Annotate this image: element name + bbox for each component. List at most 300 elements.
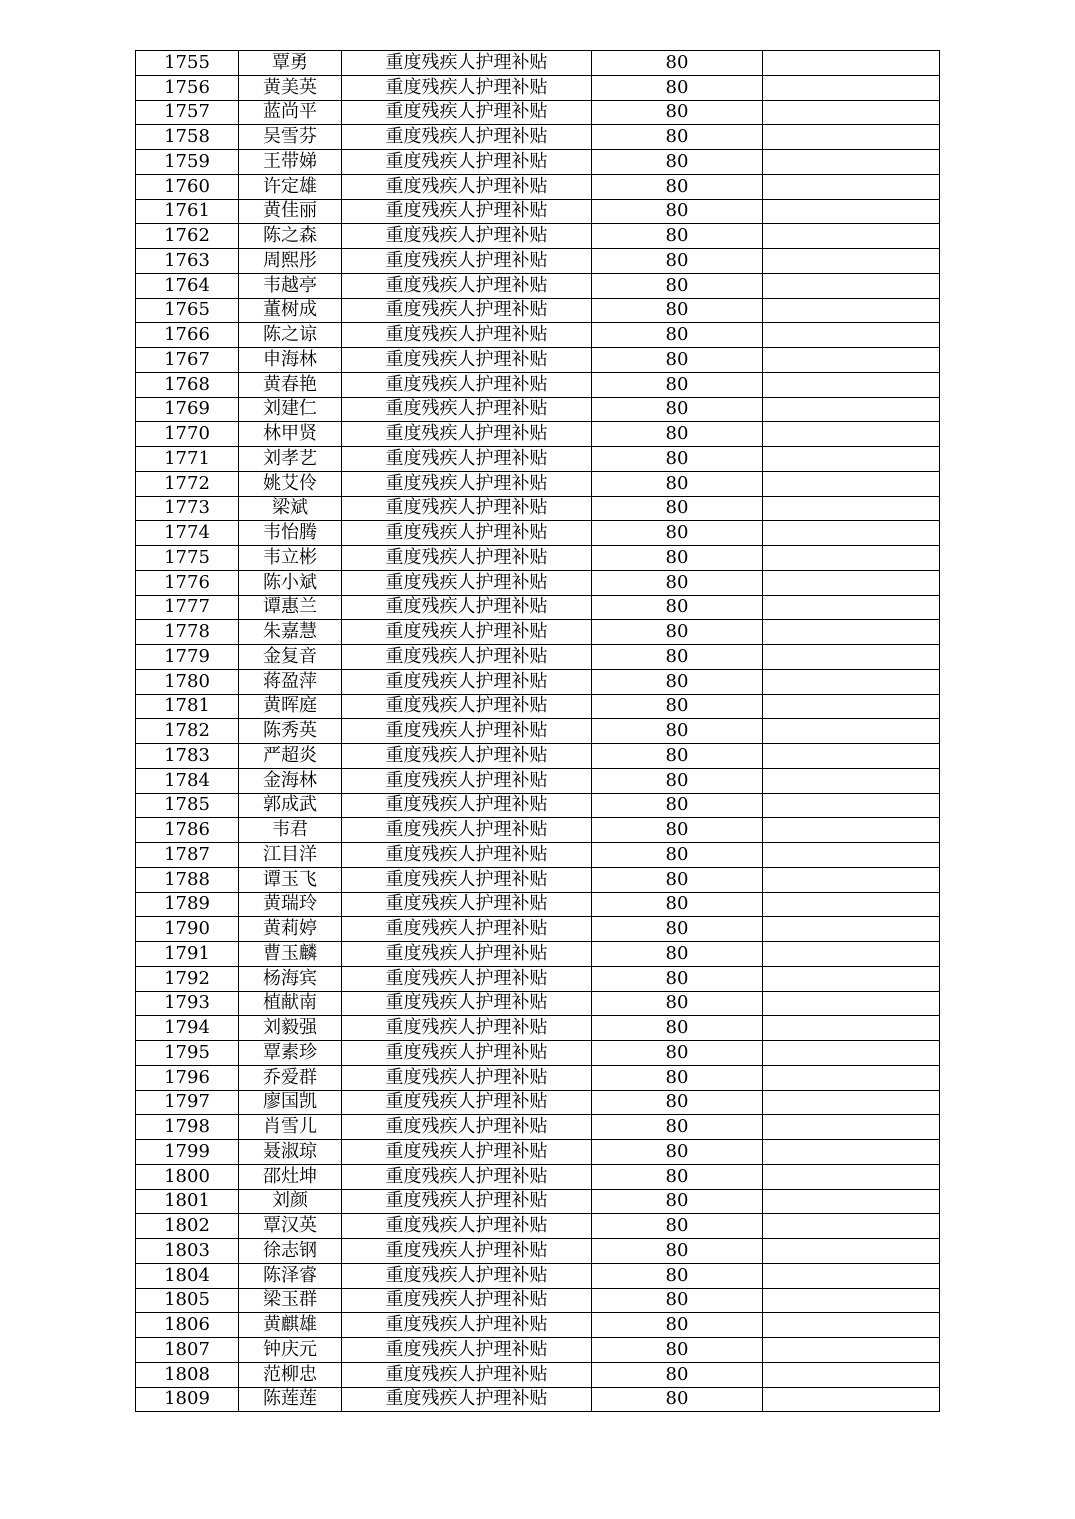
amount-cell: 80	[592, 719, 763, 744]
amount-cell: 80	[592, 348, 763, 373]
serial-number-cell: 1779	[136, 645, 239, 670]
table-row	[136, 224, 940, 249]
subsidy-type-cell: 重度残疾人护理补贴	[342, 447, 592, 472]
amount-cell: 80	[592, 818, 763, 843]
table-row	[136, 1090, 940, 1115]
subsidy-type-cell: 重度残疾人护理补贴	[342, 249, 592, 274]
amount-cell: 80	[592, 224, 763, 249]
table-row	[136, 471, 940, 496]
subsidy-type-cell: 重度残疾人护理补贴	[342, 620, 592, 645]
subsidy-type-cell: 重度残疾人护理补贴	[342, 942, 592, 967]
serial-number-cell: 1782	[136, 719, 239, 744]
serial-number-cell: 1795	[136, 1041, 239, 1066]
serial-number-cell: 1807	[136, 1338, 239, 1363]
amount-cell: 80	[592, 620, 763, 645]
serial-number-cell: 1794	[136, 1016, 239, 1041]
recipient-name-cell: 刘颜	[239, 1189, 342, 1214]
amount-cell: 80	[592, 496, 763, 521]
remark-cell	[763, 892, 940, 917]
table-row	[136, 744, 940, 769]
amount-cell: 80	[592, 1140, 763, 1165]
recipient-name-cell: 谭玉飞	[239, 867, 342, 892]
remark-cell	[763, 744, 940, 769]
recipient-name-cell: 金海林	[239, 768, 342, 793]
subsidy-type-cell: 重度残疾人护理补贴	[342, 645, 592, 670]
subsidy-table	[135, 50, 940, 1412]
serial-number-cell: 1789	[136, 892, 239, 917]
remark-cell	[763, 1214, 940, 1239]
amount-cell: 80	[592, 1387, 763, 1412]
recipient-name-cell: 陈之谅	[239, 323, 342, 348]
subsidy-type-cell: 重度残疾人护理补贴	[342, 546, 592, 571]
table-row	[136, 298, 940, 323]
subsidy-type-cell: 重度残疾人护理补贴	[342, 348, 592, 373]
remark-cell	[763, 1387, 940, 1412]
subsidy-type-cell: 重度残疾人护理补贴	[342, 1313, 592, 1338]
amount-cell: 80	[592, 397, 763, 422]
recipient-name-cell: 黄美英	[239, 75, 342, 100]
serial-number-cell: 1778	[136, 620, 239, 645]
remark-cell	[763, 1362, 940, 1387]
remark-cell	[763, 224, 940, 249]
table-row	[136, 1065, 940, 1090]
remark-cell	[763, 1140, 940, 1165]
amount-cell: 80	[592, 422, 763, 447]
remark-cell	[763, 917, 940, 942]
recipient-name-cell: 黄春艳	[239, 372, 342, 397]
remark-cell	[763, 1115, 940, 1140]
recipient-name-cell: 林甲贤	[239, 422, 342, 447]
remark-cell	[763, 1338, 940, 1363]
recipient-name-cell: 吴雪芬	[239, 125, 342, 150]
recipient-name-cell: 黄佳丽	[239, 199, 342, 224]
remark-cell	[763, 867, 940, 892]
table-row	[136, 51, 940, 76]
serial-number-cell: 1786	[136, 818, 239, 843]
amount-cell: 80	[592, 1313, 763, 1338]
remark-cell	[763, 199, 940, 224]
remark-cell	[763, 1263, 940, 1288]
table-row	[136, 843, 940, 868]
table-row	[136, 125, 940, 150]
serial-number-cell: 1776	[136, 570, 239, 595]
remark-cell	[763, 372, 940, 397]
amount-cell: 80	[592, 174, 763, 199]
recipient-name-cell: 蓝尚平	[239, 100, 342, 125]
amount-cell: 80	[592, 1338, 763, 1363]
subsidy-type-cell: 重度残疾人护理补贴	[342, 1239, 592, 1264]
amount-cell: 80	[592, 1115, 763, 1140]
table-row	[136, 1214, 940, 1239]
subsidy-type-cell: 重度残疾人护理补贴	[342, 174, 592, 199]
recipient-name-cell: 姚艾伶	[239, 471, 342, 496]
serial-number-cell: 1793	[136, 991, 239, 1016]
amount-cell: 80	[592, 1164, 763, 1189]
serial-number-cell: 1787	[136, 843, 239, 868]
recipient-name-cell: 陈莲莲	[239, 1387, 342, 1412]
serial-number-cell: 1803	[136, 1239, 239, 1264]
recipient-name-cell: 朱嘉慧	[239, 620, 342, 645]
amount-cell: 80	[592, 793, 763, 818]
table-row	[136, 645, 940, 670]
serial-number-cell: 1802	[136, 1214, 239, 1239]
serial-number-cell: 1809	[136, 1387, 239, 1412]
table-row	[136, 892, 940, 917]
serial-number-cell: 1800	[136, 1164, 239, 1189]
serial-number-cell: 1781	[136, 694, 239, 719]
table-row	[136, 422, 940, 447]
subsidy-type-cell: 重度残疾人护理补贴	[342, 521, 592, 546]
subsidy-type-cell: 重度残疾人护理补贴	[342, 595, 592, 620]
serial-number-cell: 1775	[136, 546, 239, 571]
subsidy-type-cell: 重度残疾人护理补贴	[342, 570, 592, 595]
recipient-name-cell: 徐志钢	[239, 1239, 342, 1264]
serial-number-cell: 1756	[136, 75, 239, 100]
subsidy-type-cell: 重度残疾人护理补贴	[342, 744, 592, 769]
serial-number-cell: 1783	[136, 744, 239, 769]
remark-cell	[763, 645, 940, 670]
remark-cell	[763, 942, 940, 967]
recipient-name-cell: 许定雄	[239, 174, 342, 199]
serial-number-cell: 1770	[136, 422, 239, 447]
amount-cell: 80	[592, 1189, 763, 1214]
remark-cell	[763, 1288, 940, 1313]
recipient-name-cell: 郭成武	[239, 793, 342, 818]
amount-cell: 80	[592, 1065, 763, 1090]
remark-cell	[763, 1065, 940, 1090]
remark-cell	[763, 75, 940, 100]
remark-cell	[763, 1016, 940, 1041]
recipient-name-cell: 肖雪儿	[239, 1115, 342, 1140]
recipient-name-cell: 王带娣	[239, 150, 342, 175]
remark-cell	[763, 1313, 940, 1338]
table-row	[136, 818, 940, 843]
serial-number-cell: 1804	[136, 1263, 239, 1288]
table-row	[136, 1041, 940, 1066]
recipient-name-cell: 谭惠兰	[239, 595, 342, 620]
serial-number-cell: 1785	[136, 793, 239, 818]
table-row	[136, 1140, 940, 1165]
amount-cell: 80	[592, 892, 763, 917]
serial-number-cell: 1805	[136, 1288, 239, 1313]
table-row	[136, 768, 940, 793]
serial-number-cell: 1788	[136, 867, 239, 892]
subsidy-type-cell: 重度残疾人护理补贴	[342, 323, 592, 348]
subsidy-type-cell: 重度残疾人护理补贴	[342, 422, 592, 447]
serial-number-cell: 1768	[136, 372, 239, 397]
recipient-name-cell: 黄麒雄	[239, 1313, 342, 1338]
amount-cell: 80	[592, 51, 763, 76]
serial-number-cell: 1772	[136, 471, 239, 496]
table-row	[136, 793, 940, 818]
serial-number-cell: 1763	[136, 249, 239, 274]
table-row	[136, 942, 940, 967]
subsidy-type-cell: 重度残疾人护理补贴	[342, 1016, 592, 1041]
amount-cell: 80	[592, 991, 763, 1016]
amount-cell: 80	[592, 843, 763, 868]
recipient-name-cell: 韦立彬	[239, 546, 342, 571]
recipient-name-cell: 植献南	[239, 991, 342, 1016]
amount-cell: 80	[592, 942, 763, 967]
table-row	[136, 570, 940, 595]
subsidy-table-body	[136, 51, 940, 1412]
amount-cell: 80	[592, 150, 763, 175]
amount-cell: 80	[592, 546, 763, 571]
amount-cell: 80	[592, 1214, 763, 1239]
recipient-name-cell: 廖国凯	[239, 1090, 342, 1115]
subsidy-type-cell: 重度残疾人护理补贴	[342, 199, 592, 224]
table-row	[136, 694, 940, 719]
serial-number-cell: 1762	[136, 224, 239, 249]
remark-cell	[763, 818, 940, 843]
table-row	[136, 496, 940, 521]
remark-cell	[763, 174, 940, 199]
remark-cell	[763, 546, 940, 571]
table-row	[136, 1016, 940, 1041]
table-row	[136, 991, 940, 1016]
serial-number-cell: 1798	[136, 1115, 239, 1140]
recipient-name-cell: 杨海宾	[239, 966, 342, 991]
recipient-name-cell: 梁玉群	[239, 1288, 342, 1313]
table-row	[136, 348, 940, 373]
table-row	[136, 397, 940, 422]
subsidy-type-cell: 重度残疾人护理补贴	[342, 669, 592, 694]
amount-cell: 80	[592, 917, 763, 942]
recipient-name-cell: 申海林	[239, 348, 342, 373]
recipient-name-cell: 陈之森	[239, 224, 342, 249]
subsidy-type-cell: 重度残疾人护理补贴	[342, 273, 592, 298]
remark-cell	[763, 273, 940, 298]
remark-cell	[763, 843, 940, 868]
table-row	[136, 150, 940, 175]
remark-cell	[763, 397, 940, 422]
subsidy-type-cell: 重度残疾人护理补贴	[342, 917, 592, 942]
subsidy-type-cell: 重度残疾人护理补贴	[342, 719, 592, 744]
subsidy-type-cell: 重度残疾人护理补贴	[342, 1189, 592, 1214]
table-row	[136, 867, 940, 892]
serial-number-cell: 1755	[136, 51, 239, 76]
serial-number-cell: 1790	[136, 917, 239, 942]
recipient-name-cell: 韦君	[239, 818, 342, 843]
subsidy-type-cell: 重度残疾人护理补贴	[342, 1164, 592, 1189]
recipient-name-cell: 韦越亭	[239, 273, 342, 298]
remark-cell	[763, 249, 940, 274]
subsidy-type-cell: 重度残疾人护理补贴	[342, 892, 592, 917]
table-row	[136, 1263, 940, 1288]
amount-cell: 80	[592, 867, 763, 892]
serial-number-cell: 1792	[136, 966, 239, 991]
serial-number-cell: 1771	[136, 447, 239, 472]
amount-cell: 80	[592, 1263, 763, 1288]
serial-number-cell: 1777	[136, 595, 239, 620]
table-row	[136, 1288, 940, 1313]
recipient-name-cell: 覃汉英	[239, 1214, 342, 1239]
subsidy-type-cell: 重度残疾人护理补贴	[342, 1214, 592, 1239]
table-row	[136, 1239, 940, 1264]
subsidy-type-cell: 重度残疾人护理补贴	[342, 966, 592, 991]
serial-number-cell: 1799	[136, 1140, 239, 1165]
subsidy-type-cell: 重度残疾人护理补贴	[342, 1387, 592, 1412]
table-row	[136, 273, 940, 298]
subsidy-type-cell: 重度残疾人护理补贴	[342, 125, 592, 150]
table-row	[136, 719, 940, 744]
amount-cell: 80	[592, 471, 763, 496]
remark-cell	[763, 150, 940, 175]
serial-number-cell: 1759	[136, 150, 239, 175]
subsidy-type-cell: 重度残疾人护理补贴	[342, 298, 592, 323]
remark-cell	[763, 669, 940, 694]
recipient-name-cell: 覃勇	[239, 51, 342, 76]
serial-number-cell: 1791	[136, 942, 239, 967]
serial-number-cell: 1806	[136, 1313, 239, 1338]
amount-cell: 80	[592, 694, 763, 719]
remark-cell	[763, 323, 940, 348]
amount-cell: 80	[592, 125, 763, 150]
remark-cell	[763, 793, 940, 818]
subsidy-type-cell: 重度残疾人护理补贴	[342, 372, 592, 397]
subsidy-type-cell: 重度残疾人护理补贴	[342, 397, 592, 422]
serial-number-cell: 1767	[136, 348, 239, 373]
table-row	[136, 595, 940, 620]
subsidy-type-cell: 重度残疾人护理补贴	[342, 1090, 592, 1115]
subsidy-type-cell: 重度残疾人护理补贴	[342, 1115, 592, 1140]
recipient-name-cell: 范柳忠	[239, 1362, 342, 1387]
recipient-name-cell: 刘建仁	[239, 397, 342, 422]
table-row	[136, 1189, 940, 1214]
recipient-name-cell: 乔爱群	[239, 1065, 342, 1090]
subsidy-type-cell: 重度残疾人护理补贴	[342, 793, 592, 818]
remark-cell	[763, 620, 940, 645]
serial-number-cell: 1808	[136, 1362, 239, 1387]
remark-cell	[763, 1041, 940, 1066]
table-row	[136, 1338, 940, 1363]
subsidy-type-cell: 重度残疾人护理补贴	[342, 471, 592, 496]
table-row	[136, 174, 940, 199]
recipient-name-cell: 周熙彤	[239, 249, 342, 274]
recipient-name-cell: 董树成	[239, 298, 342, 323]
remark-cell	[763, 768, 940, 793]
recipient-name-cell: 曹玉麟	[239, 942, 342, 967]
amount-cell: 80	[592, 521, 763, 546]
amount-cell: 80	[592, 273, 763, 298]
remark-cell	[763, 991, 940, 1016]
serial-number-cell: 1801	[136, 1189, 239, 1214]
table-row	[136, 199, 940, 224]
serial-number-cell: 1784	[136, 768, 239, 793]
amount-cell: 80	[592, 570, 763, 595]
table-row	[136, 1362, 940, 1387]
remark-cell	[763, 1189, 940, 1214]
subsidy-type-cell: 重度残疾人护理补贴	[342, 694, 592, 719]
amount-cell: 80	[592, 645, 763, 670]
remark-cell	[763, 1164, 940, 1189]
remark-cell	[763, 471, 940, 496]
table-row	[136, 372, 940, 397]
subsidy-type-cell: 重度残疾人护理补贴	[342, 1041, 592, 1066]
recipient-name-cell: 江目洋	[239, 843, 342, 868]
remark-cell	[763, 100, 940, 125]
amount-cell: 80	[592, 1288, 763, 1313]
table-row	[136, 669, 940, 694]
table-row	[136, 620, 940, 645]
recipient-name-cell: 韦怡腾	[239, 521, 342, 546]
subsidy-type-cell: 重度残疾人护理补贴	[342, 51, 592, 76]
amount-cell: 80	[592, 75, 763, 100]
recipient-name-cell: 黄莉婷	[239, 917, 342, 942]
amount-cell: 80	[592, 669, 763, 694]
amount-cell: 80	[592, 249, 763, 274]
subsidy-type-cell: 重度残疾人护理补贴	[342, 150, 592, 175]
serial-number-cell: 1780	[136, 669, 239, 694]
table-row	[136, 546, 940, 571]
serial-number-cell: 1757	[136, 100, 239, 125]
serial-number-cell: 1769	[136, 397, 239, 422]
remark-cell	[763, 447, 940, 472]
subsidy-type-cell: 重度残疾人护理补贴	[342, 843, 592, 868]
subsidy-type-cell: 重度残疾人护理补贴	[342, 991, 592, 1016]
recipient-name-cell: 刘毅强	[239, 1016, 342, 1041]
amount-cell: 80	[592, 1362, 763, 1387]
table-row	[136, 249, 940, 274]
table-row	[136, 100, 940, 125]
recipient-name-cell: 覃素珍	[239, 1041, 342, 1066]
recipient-name-cell: 邵灶坤	[239, 1164, 342, 1189]
table-row	[136, 447, 940, 472]
amount-cell: 80	[592, 298, 763, 323]
serial-number-cell: 1773	[136, 496, 239, 521]
subsidy-type-cell: 重度残疾人护理补贴	[342, 768, 592, 793]
recipient-name-cell: 陈小斌	[239, 570, 342, 595]
table-row	[136, 521, 940, 546]
amount-cell: 80	[592, 323, 763, 348]
serial-number-cell: 1761	[136, 199, 239, 224]
remark-cell	[763, 694, 940, 719]
subsidy-type-cell: 重度残疾人护理补贴	[342, 100, 592, 125]
amount-cell: 80	[592, 1090, 763, 1115]
recipient-name-cell: 刘孝艺	[239, 447, 342, 472]
serial-number-cell: 1765	[136, 298, 239, 323]
remark-cell	[763, 348, 940, 373]
subsidy-type-cell: 重度残疾人护理补贴	[342, 1338, 592, 1363]
remark-cell	[763, 1239, 940, 1264]
remark-cell	[763, 570, 940, 595]
subsidy-type-cell: 重度残疾人护理补贴	[342, 1288, 592, 1313]
recipient-name-cell: 金复音	[239, 645, 342, 670]
recipient-name-cell: 钟庆元	[239, 1338, 342, 1363]
serial-number-cell: 1797	[136, 1090, 239, 1115]
serial-number-cell: 1766	[136, 323, 239, 348]
serial-number-cell: 1774	[136, 521, 239, 546]
amount-cell: 80	[592, 199, 763, 224]
recipient-name-cell: 聂淑琼	[239, 1140, 342, 1165]
table-row	[136, 1164, 940, 1189]
table-row	[136, 1387, 940, 1412]
recipient-name-cell: 黄瑞玲	[239, 892, 342, 917]
table-row	[136, 966, 940, 991]
serial-number-cell: 1758	[136, 125, 239, 150]
amount-cell: 80	[592, 744, 763, 769]
subsidy-type-cell: 重度残疾人护理补贴	[342, 1065, 592, 1090]
amount-cell: 80	[592, 1041, 763, 1066]
recipient-name-cell: 梁斌	[239, 496, 342, 521]
subsidy-type-cell: 重度残疾人护理补贴	[342, 224, 592, 249]
recipient-name-cell: 黄晖庭	[239, 694, 342, 719]
table-row	[136, 75, 940, 100]
serial-number-cell: 1796	[136, 1065, 239, 1090]
amount-cell: 80	[592, 768, 763, 793]
subsidy-type-cell: 重度残疾人护理补贴	[342, 496, 592, 521]
amount-cell: 80	[592, 1016, 763, 1041]
